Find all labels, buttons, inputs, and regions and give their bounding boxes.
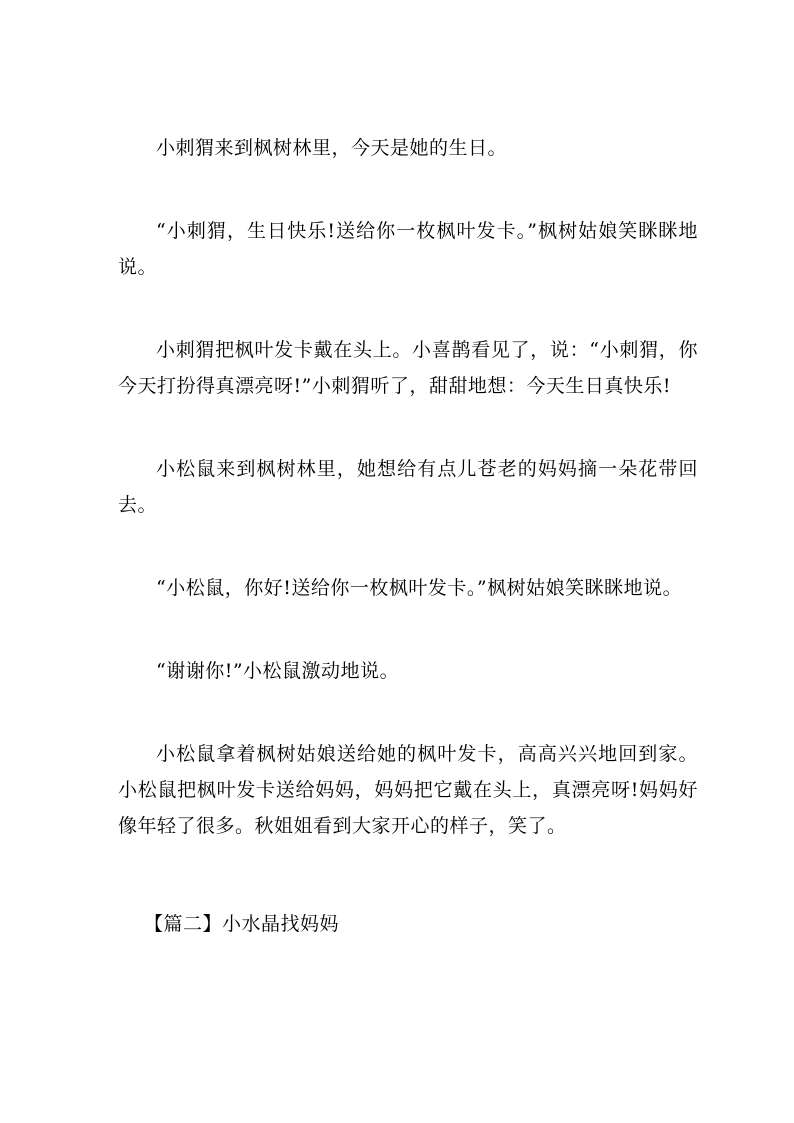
paragraph-6: “谢谢你!”小松鼠激动地说。 xyxy=(156,660,400,682)
paragraph-4: 小松鼠来到枫树林里，她想给有点儿苍老的妈妈摘一朵花带回去。 xyxy=(118,458,698,516)
paragraph-1: 小刺猬来到枫树林里，今天是她的生日。 xyxy=(156,137,508,159)
section-heading: 【篇二】小水晶找妈妈 xyxy=(144,913,340,935)
paragraph-2: “小刺猬，生日快乐!送给你一枚枫叶发卡。”枫树姑娘笑眯眯地说。 xyxy=(118,220,698,278)
document-body xyxy=(118,130,698,942)
paragraph-5: “小松鼠，你好!送给你一枚枫叶发卡。”枫树姑娘笑眯眯地说。 xyxy=(156,577,683,599)
paragraph-7: 小松鼠拿着枫树姑娘送给她的枫叶发卡，高高兴兴地回到家。小松鼠把枫叶发卡送给妈妈，妈妈把它戴在头上，真漂亮呀!妈妈好像年轻了很多。秋姐姐看到大家开心的样子，笑了。 xyxy=(118,743,698,837)
paragraph-3: 小刺猬把枫叶发卡戴在头上。小喜鹊看见了，说：“小刺猬，你今天打扮得真漂亮呀!”小刺猬听了，甜甜地想：今天生日真快乐! xyxy=(118,339,698,397)
